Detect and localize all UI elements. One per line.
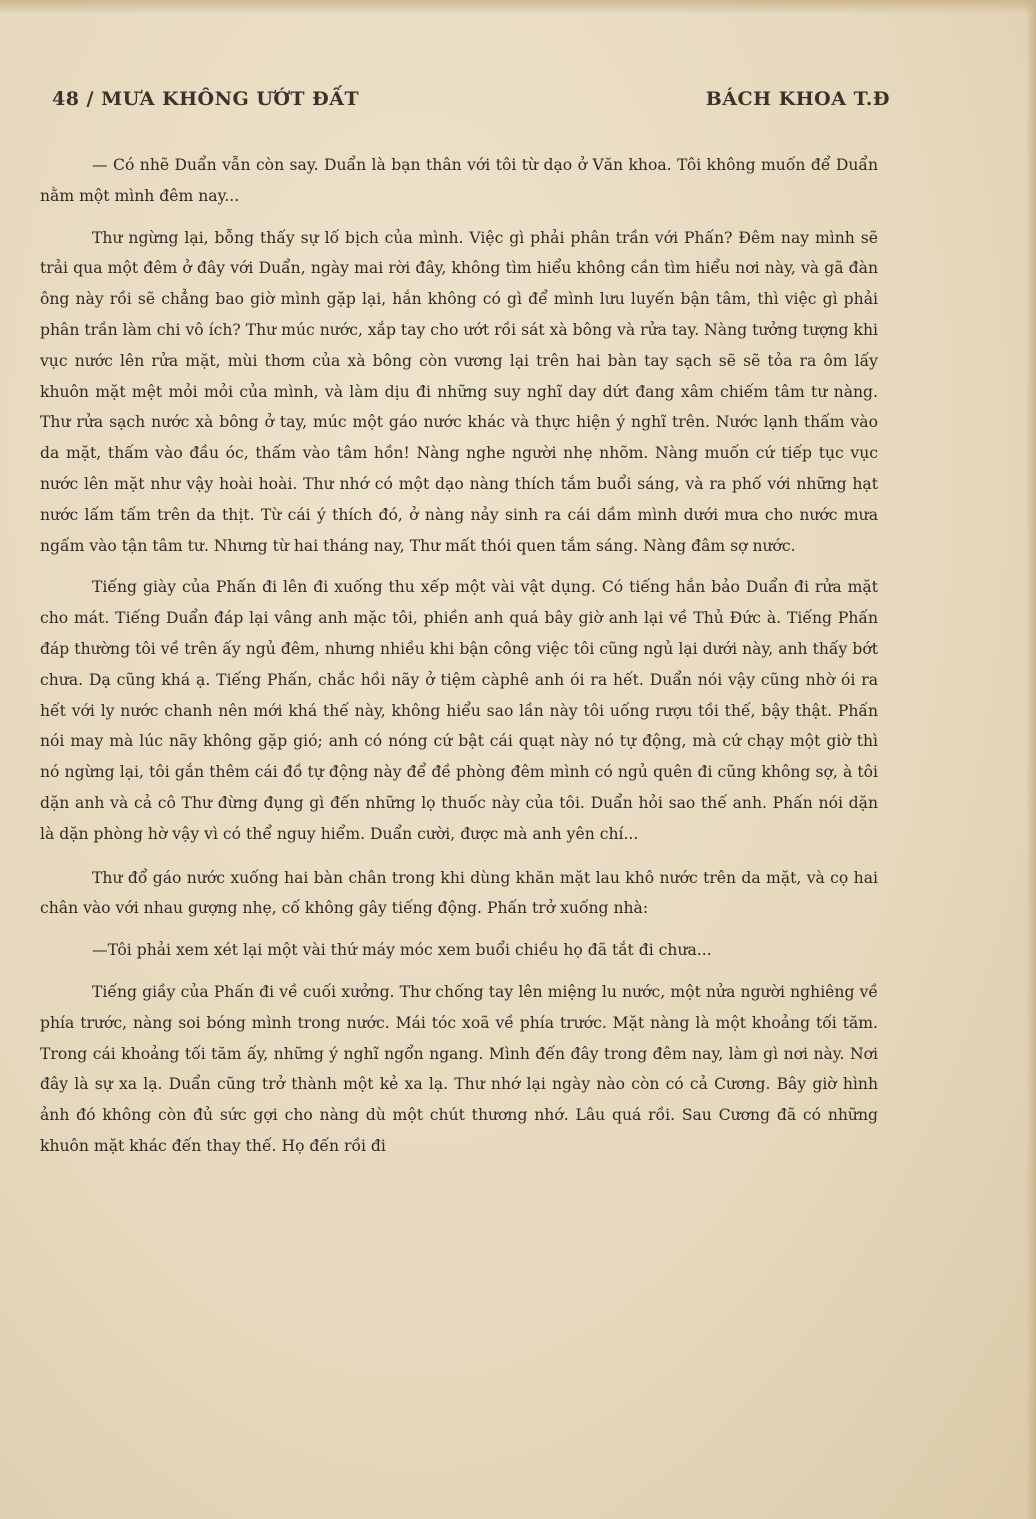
paragraph: Tiếng giày của Phấn đi lên đi xuống thu xếp một vài vật dụng. Có tiếng hắn bảo Duẩn đi rửa mặt cho mát. Tiếng Duẩn đáp lại vâng anh mặc tôi, phiền anh quá bây giờ anh lại về Thủ Đức à. Tiếng Phấn đáp thường tôi về trên ấy ngủ đêm, nhưng nhiều khi bận công việc tôi cũng ngủ lại dưới này, anh thấy bớt chưa. Dạ cũng khá ạ. Tiếng Phấn, chắc hồi nãy ở tiệm càphê anh ói ra hết. Duẩn nói vậy cũng nhờ ói ra hết với ly nước chanh nên mới khá thế này, không hiểu sao lần này tôi uống rượu tồi thế, bậy thật. Phấn nói may mà lúc nãy không gặp gió; anh có nóng cứ bật cái quạt này nó tự động, mà cứ chạy một giờ thì nó ngừng lại, tôi gắn thêm cái đồ tự động này để đề phòng đêm mình có ngủ quên đi cũng không sợ, à tôi dặn anh và cả cô Thư đừng đụng gì đến những lọ thuốc này của tôi. Duẩn hỏi sao thế anh. Phấn nói dặn là dặn phòng hờ vậy vì có thể nguy hiểm. Duẩn cười, được mà anh yên chí... — [40, 578, 878, 843]
running-header — [52, 88, 890, 110]
paragraph: — Có nhẽ Duẩn vẫn còn say. Duẩn là bạn thân với tôi từ dạo ở Văn khoa. Tôi không muốn để Duẩn nằm một mình đêm nay... — [40, 156, 878, 205]
paragraph: Tiếng giầy của Phấn đi về cuối xưởng. Thư chống tay lên miệng lu nước, một nửa người nghiêng về phía trước, nàng soi bóng mình trong nước. Mái tóc xoã về phía trước. Mặt nàng là một khoảng tối tăm. Trong cái khoảng tối tăm ấy, những ý nghĩ ngổn ngang. Mình đến đây trong đêm nay, làm gì nơi này. Nơi đây là sự xa lạ. Duẩn cũng trở thành một kẻ xa lạ. Thư nhớ lại ngày nào còn có cả Cương. Bây giờ hình ảnh đó không còn đủ sức gợi cho nàng dù một chút thương nhớ. Lâu quá rồi. Sau Cương đã có những khuôn mặt khác đến thay thế. Họ đến rồi đi — [40, 982, 878, 1155]
publication-name: BÁCH KHOA T.Đ — [705, 88, 890, 110]
body-text — [40, 150, 878, 1162]
paragraph: Thư đổ gáo nước xuống hai bàn chân trong khi dùng khăn mặt lau khô nước trên da mặt, và cọ hai chân vào với nhau gượng nhẹ, cố không gây tiếng động. Phấn trở xuống nhà: — [40, 868, 878, 918]
page-edge-right — [1026, 0, 1036, 1519]
paragraph: —Tôi phải xem xét lại một vài thứ máy móc xem buổi chiều họ đã tắt đi chưa... — [92, 941, 712, 960]
page-number-title: 48 / MƯA KHÔNG ƯỚT ĐẤT — [52, 88, 360, 110]
page-edge-top — [0, 0, 1036, 14]
paragraph: Thư ngừng lại, bỗng thấy sự lố bịch của mình. Việc gì phải phân trần với Phấn? Đêm nay mình sẽ trải qua một đêm ở đây với Duẩn, ngày mai rời đây, không tìm hiểu không cần tìm hiểu nơi này, và gã đàn ông này rồi sẽ chẳng bao giờ mình gặp lại, hắn không có gì để mình lưu luyến bận tâm, thì việc gì phải phân trần làm chi vô ích? Thư múc nước, xắp tay cho ướt rồi sát xà bông và rửa tay. Nàng tưởng tượng khi vục nước lên rửa mặt, mùi thơm của xà bông còn vương lại trên hai bàn tay sạch sẽ sẽ tỏa ra ôm lấy khuôn mặt mệt mỏi mỏi của mình, và làm dịu đi những suy nghĩ day dứt đang xâm chiếm tâm tư nàng. Thư rửa sạch nước xà bông ở tay, múc một gáo nước khác và thực hiện ý nghĩ trên. Nước lạnh thấm vào da mặt, thấm vào đầu óc, thấm vào tâm hồn! Nàng nghe người nhẹ nhõm. Nàng muốn cứ tiếp tục vục nước lên mặt như vậy hoài hoài. Thư nhớ có một dạo nàng thích tắm buổi sáng, và ra phố với những hạt nước lấm tấm trên da thịt. Từ cái ý thích đó, ở nàng nảy sinh ra cái dầm mình dưới mưa cho nước mưa ngấm vào tận tâm tư. Nhưng từ hai tháng nay, Thư mất thói quen tắm sáng. Nàng đâm sợ nước. — [40, 228, 878, 555]
